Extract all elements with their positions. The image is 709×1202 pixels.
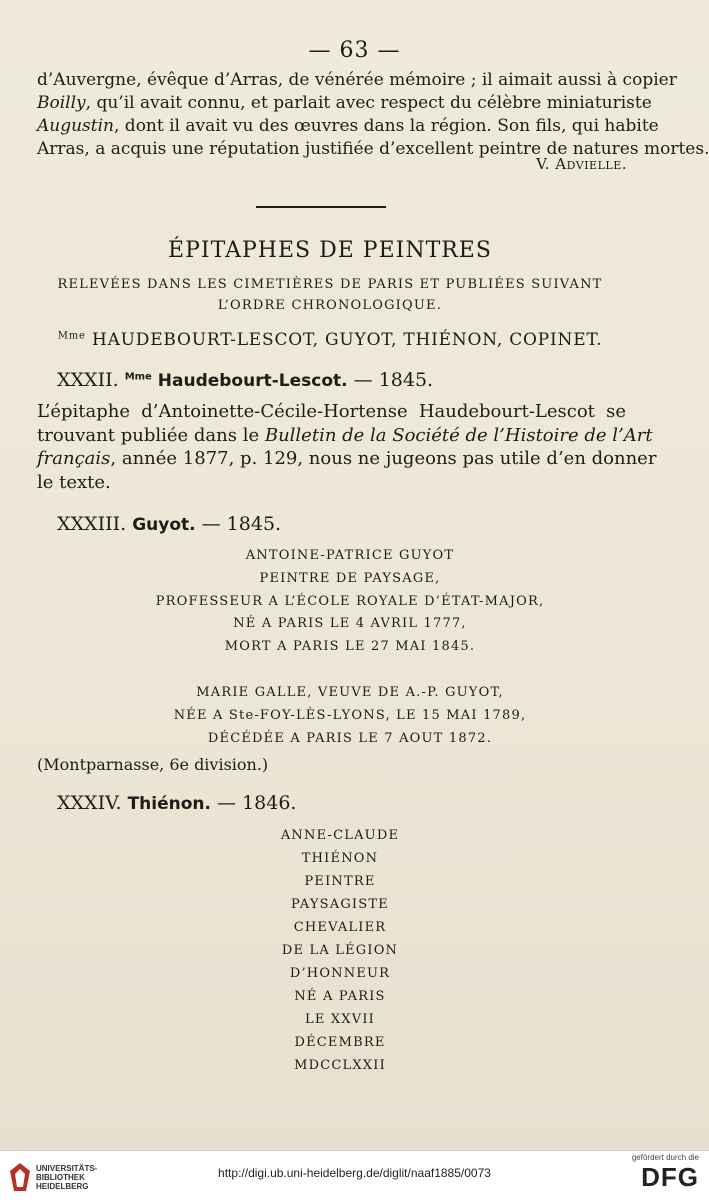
library-name: UNIVERSITÄTS- BIBLIOTHEK HEIDELBERG xyxy=(36,1164,98,1191)
names-list: HAUDEBOURT-LESCOT, GUYOT, THIÉNON, COPINET. xyxy=(91,330,603,350)
epitaph-line: NÉ A PARIS LE 4 AVRIL 1777, xyxy=(233,616,467,631)
names-prefix: Mme xyxy=(57,330,86,342)
epitaph-line: ANNE-CLAUDE xyxy=(280,828,400,843)
section-heading-xxxiv xyxy=(57,792,296,814)
epitaph-line: PROFESSEUR A L’ÉCOLE ROYALE D’ÉTAT-MAJOR, xyxy=(155,594,545,609)
section-xxxii-text xyxy=(37,400,657,494)
epitaph-line: NÉ A PARIS xyxy=(294,989,386,1004)
epitaph-line: MARIE GALLE, VEUVE DE A.-P. GUYOT, xyxy=(196,685,504,700)
page-number: — 63 — xyxy=(308,38,401,63)
paragraph-line: Boilly, qu’il avait connu, et parlait avec respect du célèbre miniaturiste xyxy=(37,93,652,113)
epitaph-line: LE XXVII xyxy=(304,1012,376,1027)
article-title: ÉPITAPHES DE PEINTRES xyxy=(168,238,492,263)
source-url-link[interactable]: http://digi.ub.uni-heidelberg.de/diglit/naaf1885/0073 xyxy=(218,1166,491,1180)
dfg-logo[interactable]: DFG xyxy=(641,1162,699,1192)
epitaph-line: CHEVALIER xyxy=(293,920,387,935)
paragraph-line: trouvant publiée dans le Bulletin de la Société de l’Histoire de l’Art xyxy=(37,424,653,446)
section-name: Thiénon. xyxy=(127,794,211,814)
epitaph-line: D’HONNEUR xyxy=(289,966,391,981)
paragraph-line: français, année 1877, p. 129, nous ne jugeons pas utile d’en donner xyxy=(37,448,657,469)
paragraph-line: Arras, a acquis une réputation justifiée d’excellent peintre de natures mortes. xyxy=(37,139,709,159)
epitaph-line: MORT A PARIS LE 27 MAI 1845. xyxy=(224,639,476,654)
section-date: — 1845. xyxy=(353,369,434,391)
section-number: XXXIV. xyxy=(57,792,122,814)
epitaph-line: PAYSAGISTE xyxy=(291,897,389,912)
section-number: XXXIII. xyxy=(57,513,127,535)
section-name: Guyot. xyxy=(132,515,196,535)
section-name: Haudebourt-Lescot. xyxy=(157,371,348,391)
burial-note: (Montparnasse, 6e division.) xyxy=(37,755,269,774)
paragraph-line: le texte. xyxy=(37,471,111,493)
section-number: XXXII. xyxy=(57,369,119,391)
footer-bar xyxy=(0,1150,709,1202)
epitaph-line: PEINTRE DE PAYSAGE, xyxy=(259,571,441,586)
section-date: — 1845. xyxy=(201,513,282,535)
article-subtitle-line-1: RELEVÉES DANS LES CIMETIÈRES DE PARIS ET PUBLIÉES SUIVANT xyxy=(57,277,603,292)
epitaph-line: THIÉNON xyxy=(301,851,379,866)
epitaph-line: MDCCLXXII xyxy=(294,1058,386,1073)
epitaph-line: DE LA LÉGION xyxy=(281,943,399,958)
dfg-credit xyxy=(619,1153,699,1192)
signature-text: V. Advielle. xyxy=(536,155,627,173)
signature xyxy=(536,155,627,173)
epitaph-line: NÉE A Ste-FOY-LÈS-LYONS, LE 15 MAI 1789, xyxy=(173,708,527,723)
epitaph-line: ANTOINE-PATRICE GUYOT xyxy=(245,548,455,563)
funded-by-label: gefördert durch die xyxy=(631,1153,699,1162)
paragraph-line: Augustin, dont il avait vu des œuvres dans la région. Son fils, qui habite xyxy=(37,116,659,136)
epitaph-line: PEINTRE xyxy=(304,874,376,889)
article-subtitle-line-2: L’ORDRE CHRONOLOGIQUE. xyxy=(217,298,443,313)
epitaph-line: DÉCÉDÉE A PARIS LE 7 AOUT 1872. xyxy=(207,731,493,746)
painter-names xyxy=(0,330,660,350)
section-heading-xxxiii xyxy=(57,513,281,535)
section-title-prefix: Mme xyxy=(124,371,152,383)
paragraph-line: d’Auvergne, évêque d’Arras, de vénérée mémoire ; il aimait aussi à copier xyxy=(37,70,677,90)
top-paragraph xyxy=(37,69,709,161)
paragraph-line: L’épitaphe d’Antoinette-Cécile-Hortense Haudebourt-Lescot se xyxy=(37,401,626,422)
section-heading-xxxii xyxy=(57,369,433,391)
section-date: — 1846. xyxy=(217,792,297,814)
section-divider xyxy=(256,206,386,208)
epitaph-line: DÉCEMBRE xyxy=(294,1035,386,1050)
